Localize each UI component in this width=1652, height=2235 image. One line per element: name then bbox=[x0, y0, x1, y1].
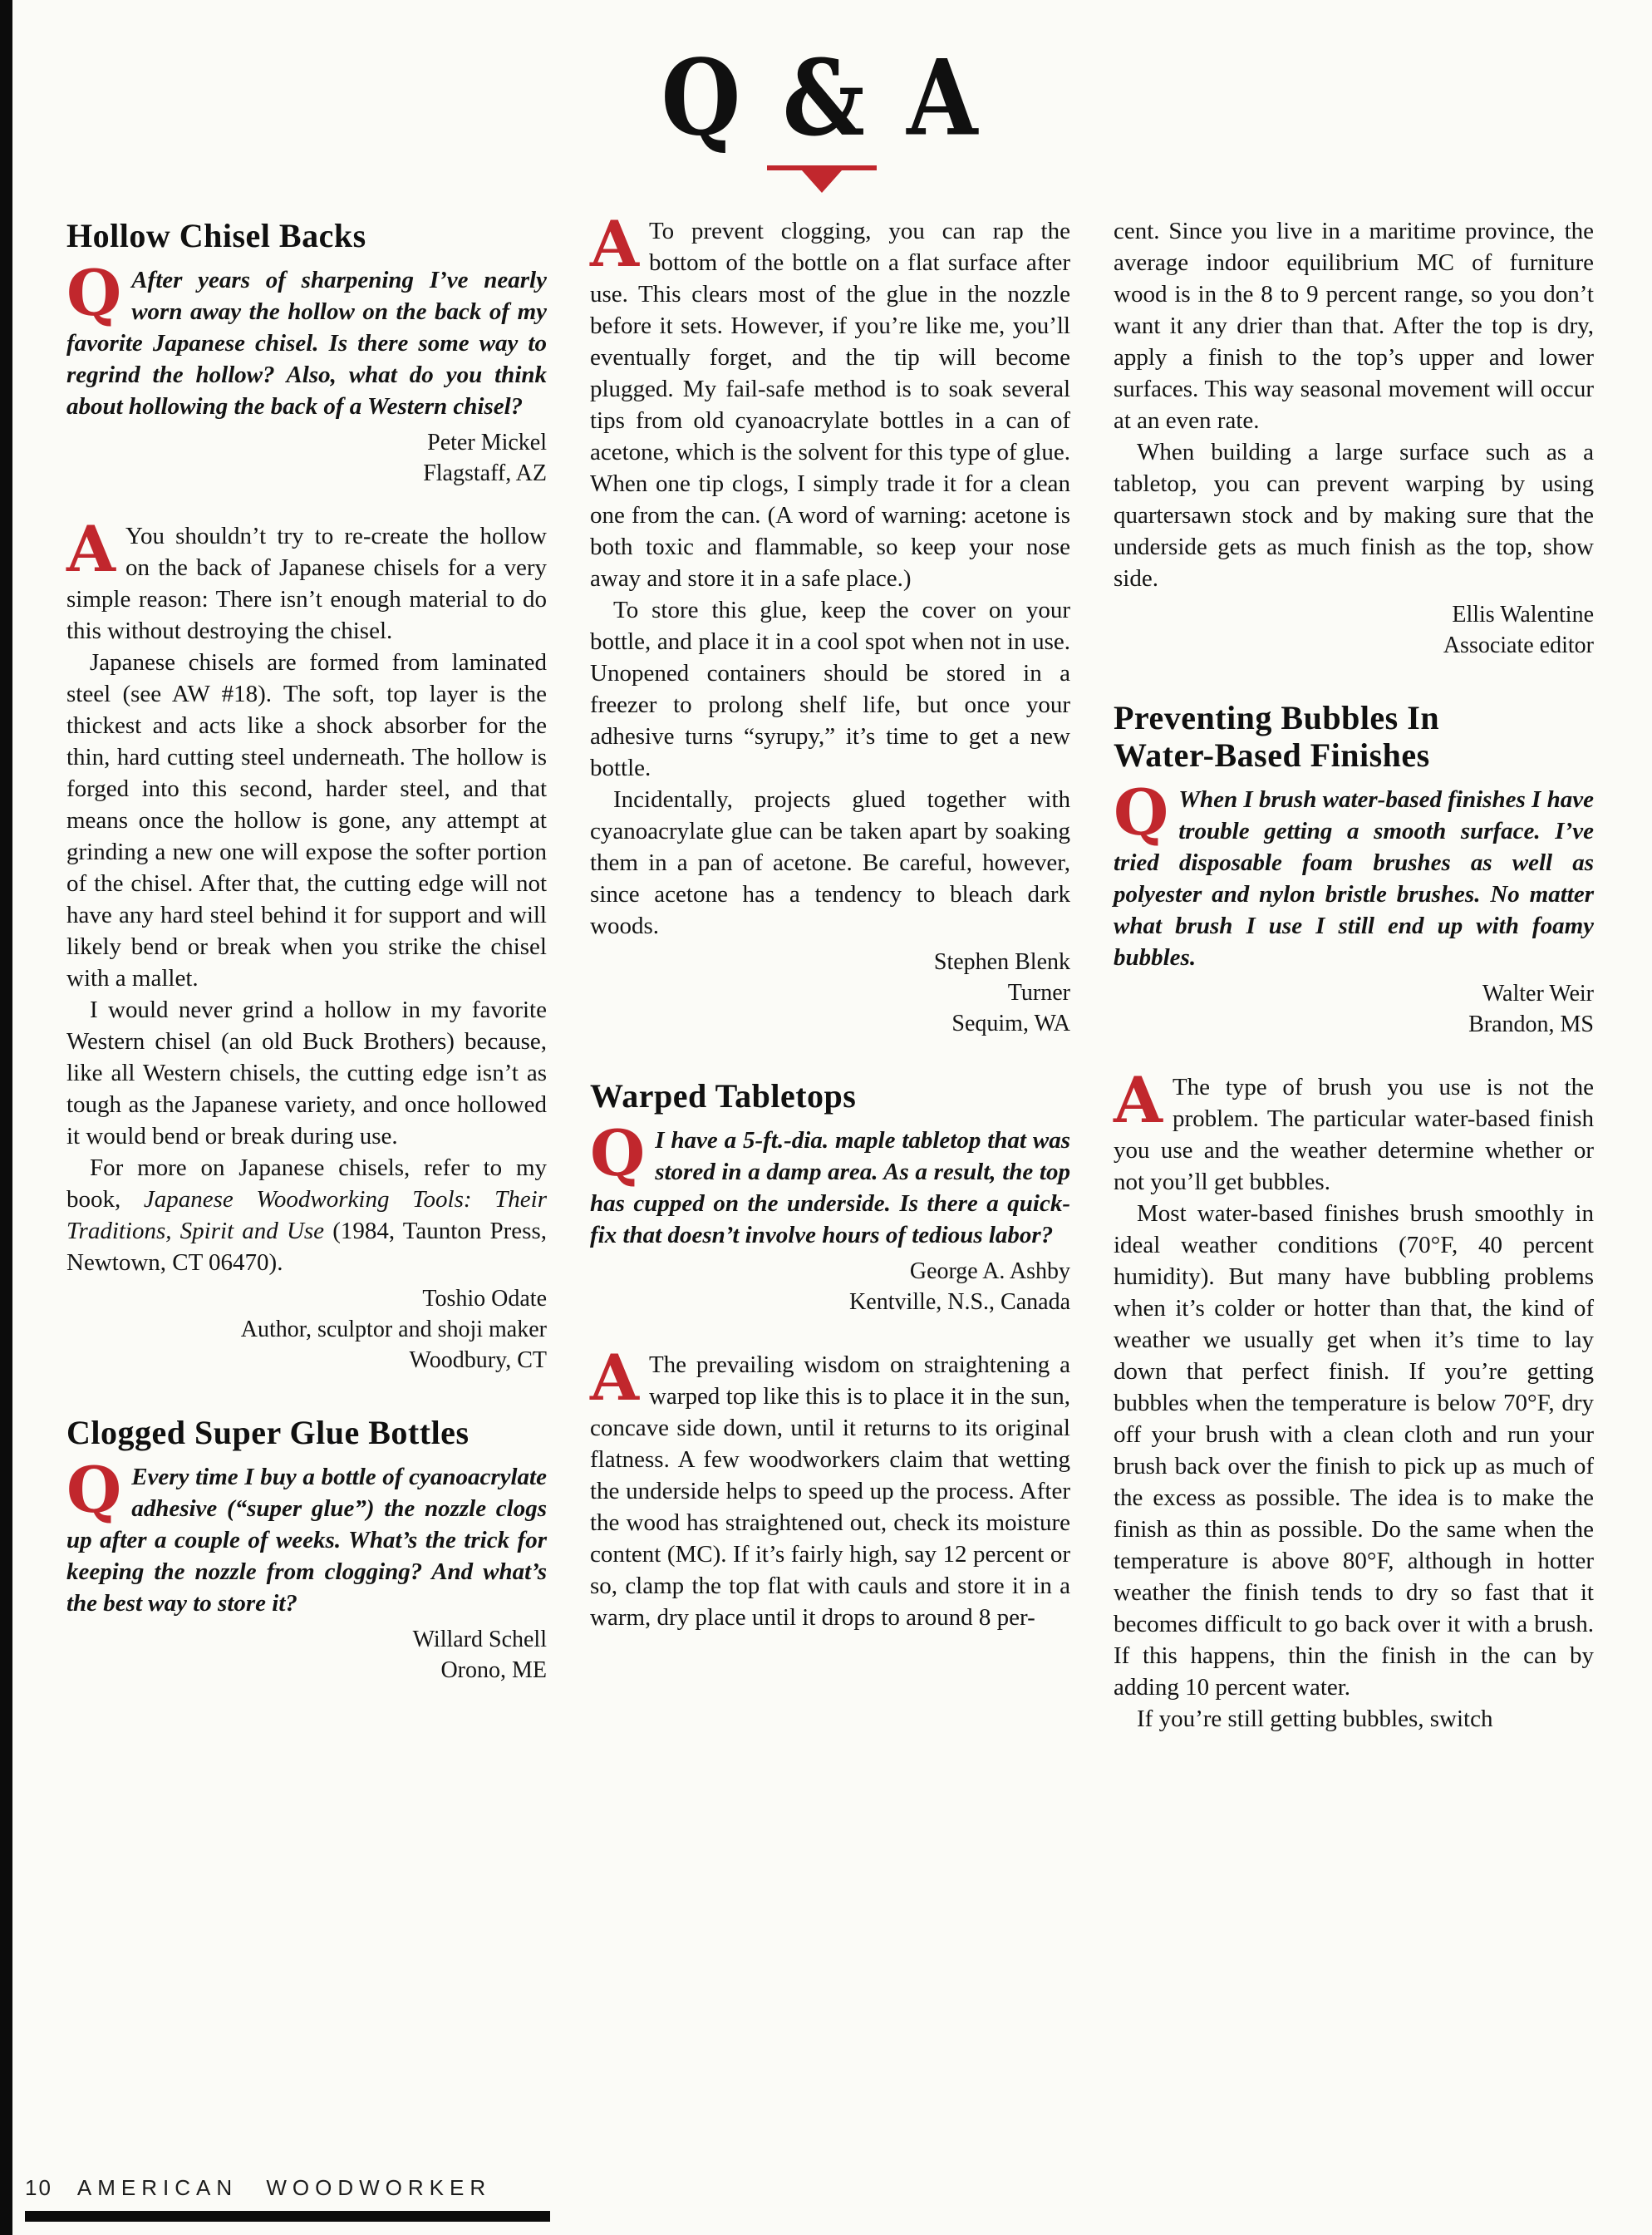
question-text: When I brush water-based finishes I have trouble getting a smooth surface. I’ve tried disposable foam brushes as well as polyester and nylon bristle brushes. No matter what brush I use I still end up with foamy bubbles. bbox=[1114, 786, 1594, 971]
attribution-line: Stephen Blenk bbox=[933, 949, 1070, 975]
question-super-glue bbox=[66, 1453, 547, 1619]
book-title: Japanese Woodworking Tools: Their Traditions, Spirit and Use bbox=[66, 1186, 547, 1244]
masthead bbox=[66, 37, 1577, 194]
attribution-line: Walter Weir bbox=[1482, 981, 1594, 1007]
answer-paragraph: Japanese chisels are formed from laminated steel (see AW #18). The soft, top layer is the thickest and acts like a shock absorber for the thin, hard cutting steel underneath. The hollow is forged into this second, harder steel, and that means once the hollow is gone, any attempt at grinding a new one will expose the softer portion of the chisel. After that, the cutting edge will not have any hard steel behind it for support and will likely bend or break when you strike the chisel with a mallet. bbox=[66, 649, 547, 992]
question-text: After years of sharpening I’ve nearly worn away the hollow on the back of my favorite Japanese chisel. Is there some way to regrind the hollow? Also, what do you think about hollowing the back of a Western chisel? bbox=[66, 267, 547, 420]
answer-dropcap-a: A bbox=[590, 1341, 639, 1415]
heading-clogged-super-glue-bottles: Clogged Super Glue Bottles bbox=[66, 1414, 470, 1451]
attribution-ellis-walentine bbox=[1114, 599, 1594, 661]
answer-paragraph: If you’re still getting bubbles, switch bbox=[1137, 1706, 1493, 1732]
footer-text bbox=[25, 2175, 550, 2201]
answer-super-glue bbox=[590, 207, 1070, 942]
attribution-george-ashby bbox=[590, 1256, 1070, 1317]
question-dropcap-q: Q bbox=[590, 1116, 646, 1190]
page-title: Q & A bbox=[661, 37, 983, 160]
question-text: I have a 5-ft.-dia. maple tabletop that was stored in a damp area. As a result, the top has cupped on the underside. Is there a quick-fix that doesn’t involve hours of tedious labor? bbox=[590, 1127, 1070, 1248]
attribution-line: Peter Mickel bbox=[427, 430, 547, 455]
answer-bubbles bbox=[1114, 1063, 1594, 1735]
attribution-line: Author, sculptor and shoji maker bbox=[240, 1317, 547, 1342]
answer-warped-tabletops-part2 bbox=[1114, 215, 1594, 594]
attribution-line: Associate editor bbox=[1443, 633, 1594, 658]
content-columns bbox=[66, 207, 1594, 1735]
answer-paragraph-continuation: cent. Since you live in a maritime province, the average indoor equilibrium MC of furniture wood is in the 8 to 9 percent range, so you don’t want it any drier than that. After the top is dry, apply a finish to the top’s upper and lower surfaces. This way seasonal movement will occur at an even rate. bbox=[1114, 218, 1594, 434]
attribution-willard-schell bbox=[66, 1624, 547, 1686]
attribution-stephen-blenk bbox=[590, 947, 1070, 1039]
heading-hollow-chisel-backs: Hollow Chisel Backs bbox=[66, 217, 366, 254]
answer-paragraph: A The prevailing wisdom on straightening a warped top like this is to place it in the sun, concave side down, until it returns to its original flatness. A few woodworkers claim that wetting the underside helps to speed up the process. After the wood has straightened out, check its moisture content (MC). If it’s fairly high, say 12 percent or so, clamp the top flat with cauls and store it in a warm, dry place until it drops to around 8 per- bbox=[590, 1341, 1070, 1631]
attribution-line: George A. Ashby bbox=[909, 1258, 1070, 1284]
question-text: Every time I buy a bottle of cyanoacrylate adhesive (“super glue”) the nozzle clogs up after a couple of weeks. What’s the trick for keeping the nozzle from clogging? And what’s the best way to store it? bbox=[66, 1464, 547, 1617]
attribution-line: Willard Schell bbox=[412, 1627, 547, 1652]
attribution-line: Toshio Odate bbox=[422, 1286, 547, 1312]
answer-paragraph-book: For more on Japanese chisels, refer to my book, Japanese Woodworking Tools: Their Traditions, Spirit and Use (1984, Taunton Press, Newtown, CT 06470). bbox=[66, 1154, 547, 1276]
answer-paragraph: A To prevent clogging, you can rap the bottom of the bottle on a flat surface after use. This clears most of the glue in the nozzle before it sets. However, if you’re like me, you’ll eventually forget, and the tip will become plugged. My fail-safe method is to soak several tips from old cyanoacrylate bottles in a can of acetone, which is the solvent for this type of glue. When one tip clogs, I simply trade it for a clean one from the can. (A word of warning: acetone is both toxic and flammable, so keep your nose away and store it in a safe place.) bbox=[590, 207, 1070, 592]
attribution-line: Turner bbox=[1007, 980, 1070, 1006]
answer-paragraph: A The type of brush you use is not the problem. The particular water-based finish you use and the weather determine whether or not you’ll get bubbles. bbox=[1114, 1063, 1594, 1195]
attribution-line: Kentville, N.S., Canada bbox=[849, 1289, 1070, 1315]
attribution-peter-mickel bbox=[66, 427, 547, 489]
question-dropcap-q: Q bbox=[1114, 775, 1169, 849]
answer-paragraph: Incidentally, projects glued together with cyanoacrylate glue can be taken apart by soaking them in a pan of acetone. Be careful, however, since acetone has a tendency to bleach dark woods. bbox=[590, 786, 1070, 939]
attribution-line: Sequim, WA bbox=[951, 1011, 1070, 1036]
column-2 bbox=[590, 207, 1070, 1735]
answer-dropcap-a: A bbox=[1114, 1063, 1163, 1137]
answer-hollow-chisel bbox=[66, 512, 547, 1278]
heading-warped-tabletops: Warped Tabletops bbox=[590, 1077, 857, 1115]
answer-paragraph: I would never grind a hollow in my favorite Western chisel (an old Buck Brothers) because, like all Western chisels, the cutting edge isn’t as tough as the Japanese variety, and once hollowed it would bend or break during use. bbox=[66, 997, 547, 1149]
attribution-line: Flagstaff, AZ bbox=[423, 460, 547, 486]
attribution-line: Woodbury, CT bbox=[409, 1347, 547, 1373]
answer-paragraph: A You shouldn’t try to re-create the hollow on the back of Japanese chisels for a very simple reason: There isn’t enough material to do this without destroying the chisel. bbox=[66, 512, 547, 644]
attribution-walter-weir bbox=[1114, 978, 1594, 1040]
attribution-line: Ellis Walentine bbox=[1452, 602, 1594, 628]
answer-warped-tabletops-part1 bbox=[590, 1341, 1070, 1633]
question-bubbles bbox=[1114, 775, 1594, 973]
question-dropcap-q: Q bbox=[66, 1453, 122, 1527]
answer-dropcap-a: A bbox=[66, 512, 116, 586]
heading-preventing-bubbles: Preventing Bubbles In Water-Based Finishes bbox=[1114, 699, 1440, 774]
question-warped-tabletops bbox=[590, 1116, 1070, 1251]
answer-paragraph: To store this glue, keep the cover on your bottle, and place it in a cool spot when not in use. Unopened containers should be stored in a freezer to prolong shelf life, but once your adhesive turns “syrupy,” it’s time to get a new bottle. bbox=[590, 597, 1070, 781]
attribution-line: Orono, ME bbox=[440, 1657, 547, 1683]
question-hollow-chisel bbox=[66, 256, 547, 422]
page-footer bbox=[25, 2175, 550, 2222]
masthead-arrow-icon bbox=[767, 165, 877, 194]
page-number: 10 bbox=[25, 2175, 52, 2200]
magazine-name: AMERICAN WOODWORKER bbox=[76, 2175, 492, 2200]
attribution-line: Brandon, MS bbox=[1468, 1012, 1594, 1037]
question-dropcap-q: Q bbox=[66, 256, 122, 330]
answer-paragraph: When building a large surface such as a tabletop, you can prevent warping by using quartersawn stock and by making sure that the underside gets as much finish as the top, show side. bbox=[1114, 439, 1594, 592]
column-3 bbox=[1114, 215, 1594, 1735]
answer-paragraph: Most water-based finishes brush smoothly in ideal weather conditions (70°F, 40 percent humidity). But many have bubbling problems when it’s colder or hotter than that, the kind of weather we usually get when it’s time to lay down that perfect finish. If you’re getting bubbles when the temperature is below 70°F, dry off your brush with a clean cloth and run your brush back over the finish to pick up as much of the excess as possible. The idea is to make the finish as thin as possible. Do the same when the temperature is above 80°F, although in hotter weather the finish tends to dry so fast that it becomes difficult to go back over it with a brush. If this happens, thin the finish in the can by adding 10 percent water. bbox=[1114, 1200, 1594, 1701]
footer-rule bbox=[25, 2211, 550, 2222]
left-edge-bar bbox=[0, 0, 12, 2235]
attribution-toshio-odate bbox=[66, 1283, 547, 1376]
answer-dropcap-a: A bbox=[590, 207, 639, 281]
column-1 bbox=[66, 215, 547, 1735]
